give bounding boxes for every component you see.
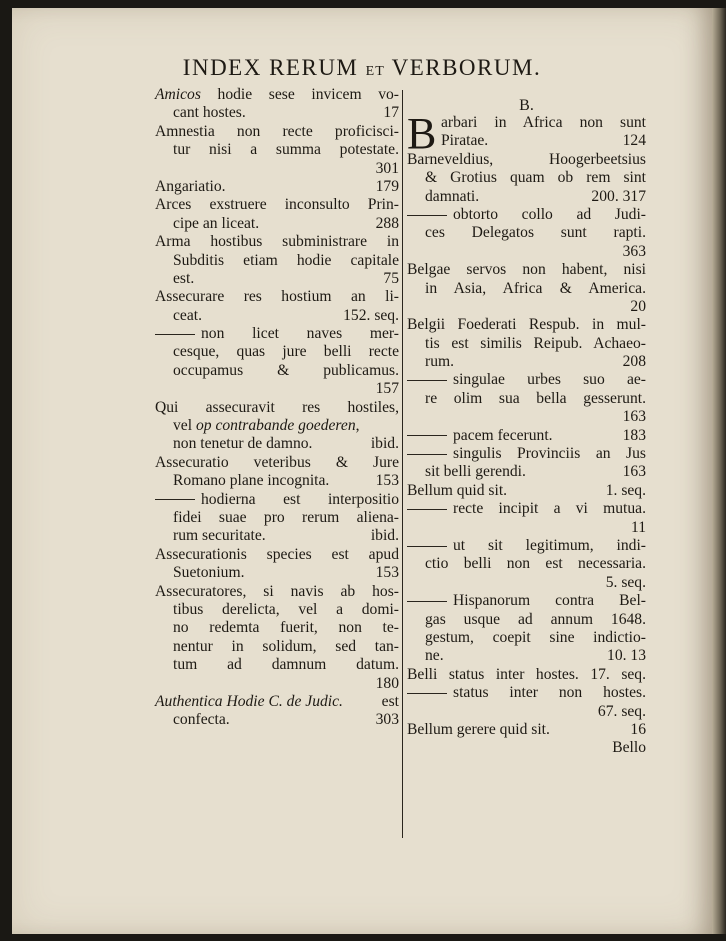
entry-assecurare [155,288,399,325]
page-ref: 11 [630,518,646,536]
entry-foederati [407,316,646,371]
dash-mark [407,546,447,547]
page-ref: 124 [622,132,646,150]
dash-mark [407,215,447,216]
entry-text: cesque, quas jure belli recte [173,343,399,361]
page-ref: 200. 317 [591,187,646,205]
entry-barbari [407,109,646,158]
entry-text: Assecuratores, si navis ab hos- [155,582,399,600]
page-ref: 179 [375,177,399,195]
page-ref: 152. seq. [343,306,399,324]
entry-text: fidei suae pro rerum aliena- [173,508,399,526]
entry-hispanorum [407,592,646,666]
entry-text: ceat. [173,306,202,324]
entry-text: & Grotius quam ob rem sint [425,169,646,187]
entry-text: cant hostes. [173,104,246,122]
entry-singulae [407,371,646,426]
entry-text: Bellum quid sit. [407,481,508,499]
entry-barneveldius [407,151,646,206]
entry-amicos [155,86,399,123]
entry-arma [155,233,399,288]
entry-pacem [407,427,646,445]
entry-text: Arma hostibus subministrare in [155,233,399,251]
title-right: VERBORUM. [391,55,542,80]
dash-mark [155,499,195,500]
entry-qui [155,399,399,454]
entry-text: confecta. [173,711,230,729]
page-ref: ibid. [370,527,399,545]
entry-belgae [407,261,646,316]
entry-text: nentur in solidum, sed tan- [173,637,399,655]
entry-text: Bellum gerere quid sit. [407,720,550,738]
entry-text: gas usque ad annum 1648. [425,610,646,628]
dash-mark [407,509,447,510]
catchword: Bello [612,739,646,757]
entry-text: hodie sese invicem vo- [217,86,399,103]
section-letter: B. [519,97,534,114]
entry-text: Amnestia non recte proficisci- [155,122,399,140]
page-ref: 183 [622,426,646,444]
entry-text: status inter non hostes. [453,684,646,702]
dash-mark [407,601,447,602]
entry-text: rum securitate. [173,527,266,545]
entry-angariatio [155,178,399,196]
entry-text: Belgae servos non habent, nisi [407,261,646,279]
entry-text: Assecurationis species est apud [155,545,399,563]
entry-assecuratores [155,583,399,693]
entry-text: Assecuratio veteribus & Jure [155,453,399,471]
page-ref: 288 [375,214,399,232]
entry-text: est [381,692,399,710]
entry-arces [155,196,399,233]
page-ref: ibid. [370,435,399,453]
entry-text: Hispanorum contra Bel- [453,592,646,610]
entry-text: ne. [425,647,444,665]
entry-species [155,546,399,583]
entry-text: tum ad damnum datum. [173,656,399,674]
dash-mark [407,693,447,694]
entry-text: tis est similis Reipub. Achaeo- [425,334,646,352]
entry-text: non tenetur de damno. [173,435,313,453]
right-column [407,86,646,758]
entry-text: pacem fecerunt. [453,426,553,444]
entry-text: obtorto collo ad Judi- [453,205,646,223]
entry-text: occupamus & publicamus. [173,361,399,379]
drop-capital: B [407,109,437,158]
dash-mark [407,454,447,455]
page-ref: 301 [375,159,399,177]
entry-text: tibus derelicta, vel a domi- [173,600,399,618]
entry-text: Arces exstruere inconsulto Prin- [155,196,399,214]
dash-mark [155,334,195,335]
entry-provinciis [407,445,646,482]
entry-text: cipe an liceat. [173,214,260,232]
entry-text: ut sit legitimum, indi- [453,536,646,554]
page-ref: 208 [622,353,646,371]
entry-bellum-quid [407,482,646,500]
entry-text: Suetonium. [173,564,245,582]
entry-text: arbari in Africa non sunt [441,114,646,131]
entry-status-non [407,684,646,721]
page-ref: 10. 13 [607,647,646,665]
entry-text: , [355,417,360,435]
left-column [155,86,399,730]
title-left: INDEX RERUM [182,55,359,80]
entry-italic: op contrabande goederen [195,417,356,435]
book-page [12,8,712,934]
entry-text: Romano plane incognita. [173,472,330,490]
entry-text: hodierna est interpositio [201,490,399,508]
page-ref: 75 [383,269,399,287]
dash-mark [407,380,447,381]
running-head [12,55,712,81]
page-ref: 67. seq. [597,702,646,720]
entry-text: rum. [425,353,455,371]
page-ref: 180 [375,674,399,692]
entry-text: est. [173,269,195,287]
entry-text: damnati. [425,187,480,205]
page-ref: 157 [375,380,399,398]
entry-text: Assecurare res hostium an li- [155,288,399,306]
page-ref: 153 [375,564,399,582]
page-ref: 303 [375,711,399,729]
entry-text: singulae urbes suo ae- [453,371,646,389]
entry-text: Subditis etiam hodie capitale [173,251,399,269]
entry-obtorto [407,206,646,261]
entry-text: in Asia, Africa & America. [425,279,646,297]
page-ref: 5. seq. [605,573,646,591]
entry-authentica [155,693,399,730]
page-ref: 1. seq. [605,481,646,499]
entry-text: tur nisi a summa potestate. [173,141,399,159]
page-ref: 16 [630,720,646,738]
entry-belli-status: Belli status inter hostes. 17. seq. [407,665,646,683]
entry-text: Qui assecuravit res hostiles, [155,398,399,416]
entry-text: recte incipit a vi mutua. [453,500,646,518]
entry-text: singulis Provinciis an Jus [453,445,646,463]
entry-text: ces Delegatos sunt rapti. [425,224,646,242]
entry-italic: Authentica Hodie C. de Judic. [155,692,343,710]
entry-text: gestum, coepit sine indictio- [425,628,646,646]
column-divider [402,90,403,838]
entry-bellum-gerere [407,721,646,739]
title-et: ET [365,64,385,79]
entry-text: re olim sua bella gesserunt. [425,389,646,407]
page-ref: 363 [622,242,646,260]
entry-legitimum [407,537,646,592]
entry-text: no redemta fuerit, non te- [173,619,399,637]
page-ref: 153 [375,472,399,490]
page-ref: 17 [383,104,399,122]
entry-text: Angariatio. [155,177,226,195]
entry-text: ctio belli non est necessaria. [425,555,646,573]
entry-text: vel [173,417,193,435]
entry-recte [407,500,646,537]
page-ref: 20 [630,297,646,315]
entry-amnestia [155,123,399,178]
amicos-word: Amicos [155,86,201,103]
entry-text: Belgii Foederati Respub. in mul- [407,316,646,334]
entry-text: sit belli gerendi. [425,463,526,481]
entry-nonlicet [155,325,399,399]
entry-assecuratio [155,454,399,491]
entry-hodierna [155,491,399,546]
entry-text: Piratae. [441,132,489,150]
page-edge [712,8,726,934]
entry-text: Barneveldius, Hoogerbeetsius [407,150,646,168]
entry-text: non licet naves mer- [201,325,399,343]
page-ref: 163 [622,408,646,426]
page-ref: 163 [622,463,646,481]
dash-mark [407,435,447,436]
